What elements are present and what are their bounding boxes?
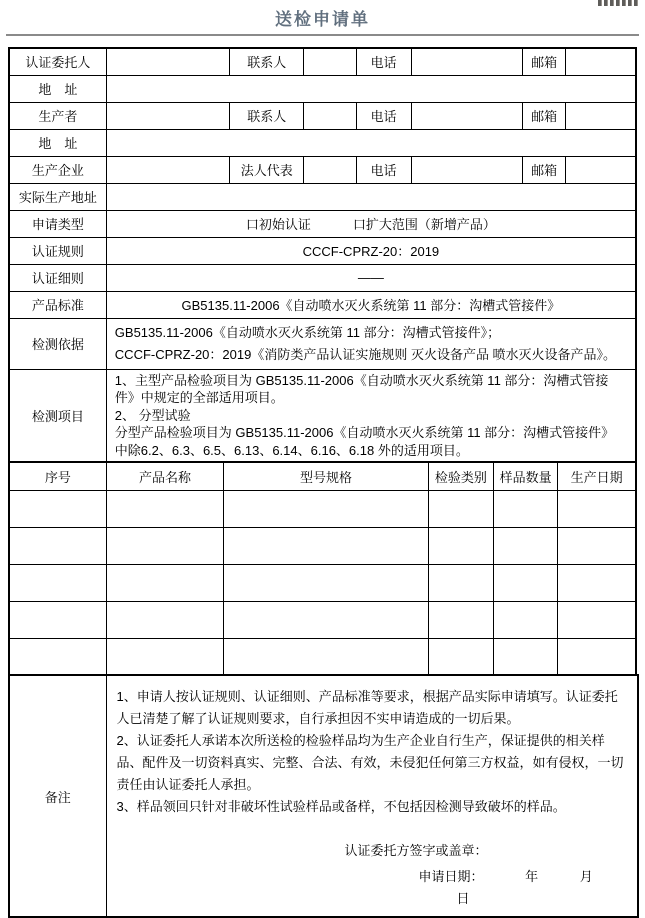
- factory-label: 生产企业: [9, 156, 106, 183]
- applicant-address-input[interactable]: [106, 75, 636, 102]
- applicant-label: 认证委托人: [9, 48, 106, 75]
- apply-type-option-initial[interactable]: 口初始认证: [245, 217, 311, 232]
- product-seq-cell[interactable]: [9, 527, 106, 564]
- product-model-cell[interactable]: [224, 601, 429, 638]
- product-model-cell[interactable]: [224, 527, 429, 564]
- factory-legal-rep-label: 法人代表: [230, 156, 304, 183]
- date-year-label: 年: [525, 869, 539, 884]
- product-category-cell[interactable]: [428, 564, 493, 601]
- date-month-label: 月: [579, 869, 593, 884]
- factory-phone-label: 电话: [356, 156, 411, 183]
- cert-rule-label: 认证规则: [9, 237, 106, 264]
- factory-legal-rep-input[interactable]: [304, 156, 356, 183]
- applicant-address-label: 地 址: [9, 75, 106, 102]
- remark-label: 备注: [9, 675, 106, 917]
- row-producer-address: [9, 129, 636, 156]
- product-seq-cell[interactable]: [9, 490, 106, 527]
- applicant-phone-input[interactable]: [411, 48, 522, 75]
- product-standard-label: 产品标准: [9, 291, 106, 318]
- row-actual-address: [9, 183, 636, 210]
- apply-type-option-expand[interactable]: 口扩大范围（新增产品）: [352, 217, 496, 232]
- remark-table: [8, 674, 639, 918]
- product-date-cell[interactable]: [558, 564, 636, 601]
- product-seq-cell[interactable]: [9, 564, 106, 601]
- product-table-header: [9, 462, 636, 490]
- applicant-contact-input[interactable]: [304, 48, 356, 75]
- product-date-cell[interactable]: [558, 638, 636, 675]
- col-header-seq: 序号: [9, 462, 106, 490]
- product-row: [9, 490, 636, 527]
- factory-email-label: 邮箱: [523, 156, 566, 183]
- actual-address-label: 实际生产地址: [9, 183, 106, 210]
- applicant-email-label: 邮箱: [523, 48, 566, 75]
- row-cert-detail: [9, 264, 636, 291]
- producer-phone-label: 电话: [356, 102, 411, 129]
- col-header-model-spec: 型号规格: [224, 462, 429, 490]
- applicant-contact-label: 联系人: [230, 48, 304, 75]
- producer-address-input[interactable]: [106, 129, 636, 156]
- product-name-cell[interactable]: [106, 490, 223, 527]
- remark-line: 2、认证委托人承诺本次所送检的检验样品均为生产企业自行生产，保证提供的相关样品、配件及一切资料真实、完整、合法、有效，未侵犯任何第三方权益，如有侵权，一切责任由认证委托人承担。: [116, 733, 624, 792]
- product-date-cell[interactable]: [558, 490, 636, 527]
- cert-rule-value: CCCF-CPRZ-20：2019: [106, 237, 636, 264]
- product-model-cell[interactable]: [224, 490, 429, 527]
- test-basis-value: [106, 318, 636, 369]
- product-standard-value: GB5135.11-2006《自动喷水灭火系统第 11 部分：沟槽式管接件》: [106, 291, 636, 318]
- row-product-standard: [9, 291, 636, 318]
- date-day-label: 日: [456, 891, 470, 906]
- producer-contact-label: 联系人: [230, 102, 304, 129]
- row-producer: [9, 102, 636, 129]
- product-category-cell[interactable]: [428, 601, 493, 638]
- row-apply-type: [9, 210, 636, 237]
- row-applicant-address: [9, 75, 636, 102]
- producer-phone-input[interactable]: [411, 102, 522, 129]
- product-category-cell[interactable]: [428, 527, 493, 564]
- signature-line[interactable]: [345, 840, 628, 862]
- row-test-items: [9, 369, 636, 462]
- product-date-cell[interactable]: [558, 601, 636, 638]
- applicant-phone-label: 电话: [356, 48, 411, 75]
- factory-phone-input[interactable]: [411, 156, 522, 183]
- info-table: [8, 47, 637, 463]
- product-qty-cell[interactable]: [494, 527, 558, 564]
- test-items-label: 检测项目: [9, 369, 106, 462]
- applicant-input[interactable]: [106, 48, 229, 75]
- application-date-label: 申请日期：: [418, 869, 484, 884]
- product-seq-cell[interactable]: [9, 601, 106, 638]
- apply-type-options: [106, 210, 636, 237]
- row-applicant: [9, 48, 636, 75]
- product-category-cell[interactable]: [428, 638, 493, 675]
- producer-contact-input[interactable]: [304, 102, 356, 129]
- col-header-production-date: 生产日期: [558, 462, 636, 490]
- cert-detail-value: ——: [106, 264, 636, 291]
- col-header-sample-qty: 样品数量: [494, 462, 558, 490]
- producer-email-input[interactable]: [566, 102, 636, 129]
- factory-input[interactable]: [106, 156, 229, 183]
- apply-type-label: 申请类型: [9, 210, 106, 237]
- cropped-stamp-artifact: [598, 0, 640, 6]
- remark-line: 1、申请人按认证规则、认证细则、产品标准等要求，根据产品实际申请填写。认证委托人已清楚了解了认证规则要求，自行承担因不实申请造成的一切后果。: [116, 689, 618, 726]
- product-row: [9, 601, 636, 638]
- product-qty-cell[interactable]: [494, 638, 558, 675]
- product-name-cell[interactable]: [106, 601, 223, 638]
- col-header-product-name: 产品名称: [106, 462, 223, 490]
- producer-label: 生产者: [9, 102, 106, 129]
- factory-email-input[interactable]: [566, 156, 636, 183]
- test-basis-label: 检测依据: [9, 318, 106, 369]
- producer-address-label: 地 址: [9, 129, 106, 156]
- test-items-line: 1、主型产品检验项目为 GB5135.11-2006《自动喷水灭火系统第 11 部分：沟槽式管接件》中规定的全部适用项目。: [114, 372, 609, 405]
- product-name-cell[interactable]: [106, 638, 223, 675]
- product-name-cell[interactable]: [106, 564, 223, 601]
- product-name-cell[interactable]: [106, 527, 223, 564]
- product-qty-cell[interactable]: [494, 601, 558, 638]
- producer-input[interactable]: [106, 102, 229, 129]
- producer-email-label: 邮箱: [523, 102, 566, 129]
- product-row: [9, 638, 636, 675]
- actual-address-input[interactable]: [106, 183, 636, 210]
- product-date-cell[interactable]: [558, 527, 636, 564]
- test-items-line: 分型产品检验项目为 GB5135.11-2006《自动喷水灭火系统第 11 部分：沟槽式管接件》中除6.2、6.3、6.5、6.13、6.14、6.16、6.18 外的适用项目。: [114, 425, 615, 458]
- row-cert-rule: [9, 237, 636, 264]
- product-qty-cell[interactable]: [494, 564, 558, 601]
- remark-content: [106, 675, 638, 917]
- form-body: [8, 47, 637, 918]
- product-table: [8, 461, 637, 676]
- page-title: 送检申请单: [275, 10, 370, 29]
- product-row: [9, 564, 636, 601]
- title-divider: [6, 34, 639, 36]
- signature-label: 认证委托方签字或盖章：: [344, 843, 488, 858]
- product-category-cell[interactable]: [428, 490, 493, 527]
- product-seq-cell[interactable]: [9, 638, 106, 675]
- product-qty-cell[interactable]: [494, 490, 558, 527]
- test-items-line: 2、 分型试验: [114, 407, 191, 423]
- product-model-cell[interactable]: [224, 564, 429, 601]
- product-model-cell[interactable]: [224, 638, 429, 675]
- remark-line: 3、样品领回只针对非破坏性试验样品或备样，不包括因检测导致破坏的样品。: [116, 799, 566, 814]
- test-basis-line: GB5135.11-2006《自动喷水灭火系统第 11 部分：沟槽式管接件》；: [114, 324, 501, 340]
- cert-detail-label: 认证细则: [9, 264, 106, 291]
- row-test-basis: [9, 318, 636, 369]
- test-items-value: [106, 369, 636, 462]
- col-header-test-category: 检验类别: [428, 462, 493, 490]
- row-factory: [9, 156, 636, 183]
- row-remark: [9, 675, 638, 917]
- applicant-email-input[interactable]: [566, 48, 636, 75]
- test-basis-line: CCCF-CPRZ-20：2019《消防类产品认证实施规则 灭火设备产品 喷水灭火设备产品》。: [114, 346, 617, 362]
- product-row: [9, 527, 636, 564]
- application-date-line[interactable]: [419, 866, 628, 910]
